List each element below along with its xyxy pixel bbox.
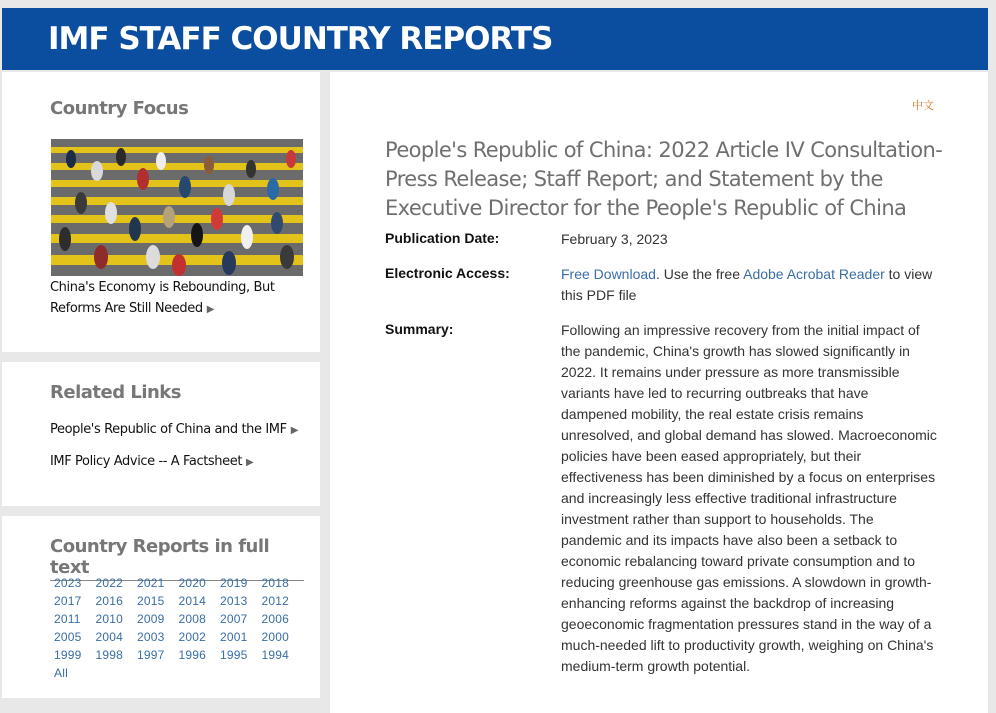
year-link-2022[interactable]: 2022 <box>95 576 123 590</box>
year-link-2008[interactable]: 2008 <box>178 612 206 626</box>
year-link-all[interactable]: All <box>54 666 68 680</box>
site-banner <box>2 8 988 70</box>
year-link-2015[interactable]: 2015 <box>137 594 165 608</box>
publication-date-value: February 3, 2023 <box>561 231 668 247</box>
year-link-2016[interactable]: 2016 <box>95 594 123 608</box>
access-text-1: . Use the free <box>655 266 744 282</box>
year-link-1998[interactable]: 1998 <box>95 648 123 662</box>
year-link-1999[interactable]: 1999 <box>54 648 82 662</box>
country-reports-panel <box>2 516 320 698</box>
year-link-2013[interactable]: 2013 <box>220 594 248 608</box>
electronic-access-label: Electronic Access: <box>385 265 510 281</box>
country-focus-image[interactable] <box>51 139 303 276</box>
year-link-2000[interactable]: 2000 <box>261 630 289 644</box>
related-link-label: People's Republic of China and the IMF <box>50 422 287 437</box>
free-download-link[interactable]: Free Download <box>561 266 656 282</box>
related-link-china-imf[interactable] <box>50 422 298 437</box>
country-focus-title: Country Focus <box>50 98 189 119</box>
country-focus-caption-line1: China's Economy is Rebounding, But <box>50 280 275 295</box>
year-link-2010[interactable]: 2010 <box>95 612 123 626</box>
year-link-2018[interactable]: 2018 <box>261 576 289 590</box>
summary-text: Following an impressive recovery from the initial impact of the pandemic, China's growth has slowed significantly in 2022. It remains under pressure as more transmissible variants have led to recurring outbreaks that have dampened mobility, the real estate crisis remains unresolved, and global demand has slowed. Macroeconomic policies have been eased appropriately, but their effectiveness has been diminished by a focus on enterprises and increasingly less effective traditional infrastructure investment rather than support to households. The pandemic and its impacts have also been a setback to economic rebalancing toward private consumption and to reducing greenhouse gas emissions. A slowdown in growth-enhancing reforms against the backdrop of increasing geoeconomic fragmentation pressures stand in the way of a much-needed lift to productivity growth, weighing on China's medium-term growth potential. <box>561 322 937 674</box>
country-reports-title: Country Reports in full text <box>50 536 304 581</box>
year-link-2023[interactable]: 2023 <box>54 576 82 590</box>
chinese-language-link[interactable]: 中文 <box>912 100 934 112</box>
year-link-2021[interactable]: 2021 <box>137 576 165 590</box>
main-content <box>330 72 988 713</box>
arrow-right-icon: ▶ <box>206 304 214 315</box>
year-links <box>54 574 306 682</box>
year-link-2019[interactable]: 2019 <box>220 576 248 590</box>
year-link-2017[interactable]: 2017 <box>54 594 82 608</box>
year-link-2005[interactable]: 2005 <box>54 630 82 644</box>
electronic-access-value <box>561 264 937 306</box>
year-link-2001[interactable]: 2001 <box>220 630 248 644</box>
arrow-right-icon: ▶ <box>290 425 298 436</box>
country-focus-caption-link[interactable] <box>50 277 300 320</box>
year-link-2006[interactable]: 2006 <box>261 612 289 626</box>
report-title: People's Republic of China: 2022 Article IV Consultation-Press Release; Staff Report; and Statement by the Executive Director for the People's Republic of China <box>385 138 943 220</box>
related-link-label: IMF Policy Advice -- A Factsheet <box>50 454 243 469</box>
year-link-2003[interactable]: 2003 <box>137 630 165 644</box>
year-link-1997[interactable]: 1997 <box>137 648 165 662</box>
year-link-2014[interactable]: 2014 <box>178 594 206 608</box>
year-link-2007[interactable]: 2007 <box>220 612 248 626</box>
site-title: IMF STAFF COUNTRY REPORTS <box>48 21 553 57</box>
country-focus-caption-line2: Reforms Are Still Needed <box>50 301 203 316</box>
country-focus-panel <box>2 72 320 352</box>
year-link-1995[interactable]: 1995 <box>220 648 248 662</box>
adobe-acrobat-link[interactable]: Adobe Acrobat Reader <box>743 266 885 282</box>
summary-label: Summary: <box>385 321 454 337</box>
access-text-2: to view this PDF file <box>561 266 933 303</box>
related-links-title: Related Links <box>50 382 181 403</box>
related-links-panel <box>2 362 320 506</box>
arrow-right-icon: ▶ <box>246 457 254 468</box>
year-link-1994[interactable]: 1994 <box>261 648 289 662</box>
year-link-2020[interactable]: 2020 <box>178 576 206 590</box>
publication-date-label: Publication Date: <box>385 230 500 246</box>
year-link-2002[interactable]: 2002 <box>178 630 206 644</box>
year-link-2009[interactable]: 2009 <box>137 612 165 626</box>
year-link-2004[interactable]: 2004 <box>95 630 123 644</box>
year-link-1996[interactable]: 1996 <box>178 648 206 662</box>
year-link-2011[interactable]: 2011 <box>54 612 81 626</box>
related-link-policy-advice[interactable] <box>50 454 253 469</box>
year-link-2012[interactable]: 2012 <box>261 594 289 608</box>
